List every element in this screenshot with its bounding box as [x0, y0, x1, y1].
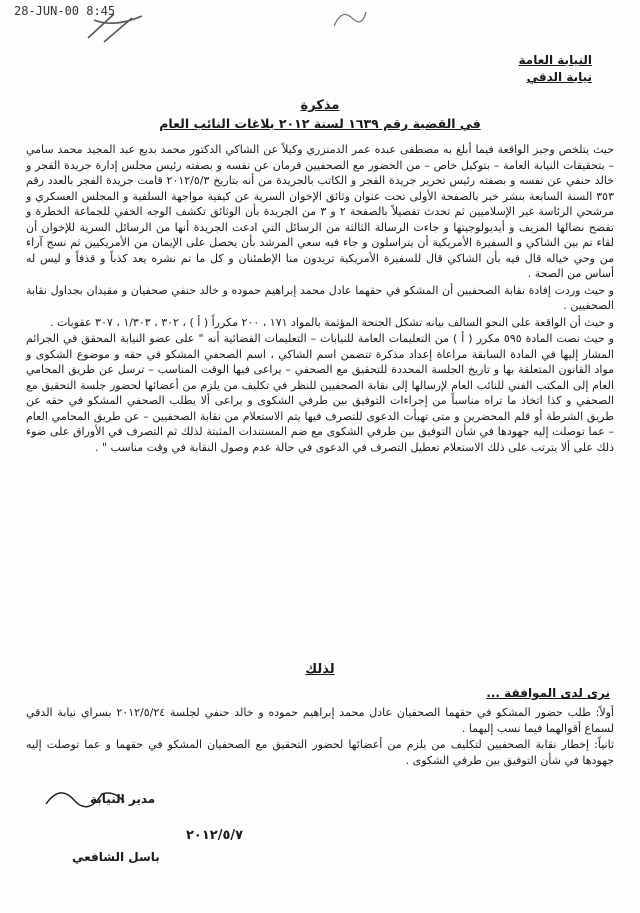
- sender-line-1: النيابة العامة: [518, 53, 592, 67]
- sender-block: [519, 52, 593, 86]
- memo-body: [26, 142, 614, 456]
- memo-subject: في القضية رقم ١٦٣٩ لسنة ٢٠١٢ بلاغات النائب العام: [159, 116, 481, 131]
- body-paragraph: و حيث أن الواقعة على النحو السالف بيانه تشكل الجنحة المؤثمة بالمواد ١٧١ ، ٢٠٠ مكرراً ( أ ) ، ٣٠٢ ، ١/٣٠٣ ، ٣٠٧ عقوبات .: [49, 315, 614, 329]
- handwritten-scribble: [84, 8, 154, 48]
- fax-header: 28-JUN-00 8:45: [14, 4, 116, 18]
- approval-item: أولاً: طلب حضور المشكو في حقهما الصحفيان عادل محمد إبراهيم حموده و خالد حنفي لجلسة ٢٠١٢/٥/٢٤ بسراي نيابة الدقي لسماع أقوالهما فيما نسب إليهما .: [26, 706, 614, 735]
- memo-date: ٢٠١٢/٥/٧: [186, 828, 244, 843]
- conclusion-heading: لذلك: [305, 662, 335, 677]
- body-paragraph: و حيث نصت المادة ٥٩٥ مكرر ( أ ) من التعليمات العامة للنيابات – التعليمات القضائية أنه " على عضو النيابة المحقق في الجرائم المشار إليها في المادة السابقة مراعاة إعداد مذكرة تتضمن اسم الشاكي ، اسم الصحفي المشكو في حقه و موضوع الشكوى و مواد القانون المتعلقة بها و تاريخ الجلسة المحددة للتحقيق مع الصحفي – يراعى فيها الوقت المناسب – ترسل عن طريق المحامي العام إلى المكتب الفني للنائب العام لإرسالها إلى نقابة الصحفيين للنظر في تكليف من يلزم من أعضائها لحضور جلسة التحقيق مع الصحفي و كذا اتخاذ ما تراه مناسباً من إجراءات التوفيق بين طرفي الشكوى و يراعى ألا يطلب الصحفي المشكو في حقه عن طريق الشرطة أو قلم المحضرين و متى تهيأت الدعوى للتصرف فيها يتم الاستعلام من نقابة الصحفيين – عن طريق المحامي العام – عما توصلت إليه جهودها في شأن التوفيق بين طرفي الشكوى مع ضم المستندات المثبتة لذلك ثم التصرف في الأوراق على ضوء ذلك على ألا يترتب على ذلك الاستعلام تعطيل التصرف في الدعوى في حالة عدم وصول النقابة في وقت مناسب " .: [26, 332, 614, 454]
- approval-item: ثانياً: إخطار نقابة الصحفيين لتكليف من يلزم من أعضائها لحضور التحقيق مع الصحفيان المشكو في حقهما و عما توصلت إليه جهودها في شأن التوفيق بين طرفي الشكوى .: [26, 738, 614, 767]
- body-paragraph: و حيث وردت إفادة نقابة الصحفيين أن المشكو في حقهما عادل محمد إبراهيم حموده و خالد حنفي صحفيان و مقيدان بجداول نقابة الصحفيين .: [26, 283, 614, 312]
- approval-heading: نرى لدى الموافقة ...: [486, 686, 610, 700]
- body-paragraph: حيث يتلخص وجيز الواقعة فيما أبلغ به مصطفى عبده عمر الدمنزري وكيلاً عن الشاكي الدكتور محمد بديع عبد المجيد محمد سامي – بتحقيقات النيابة العامة – بتوكيل خاص – من الحضور مع الصحفيين قرمان عن نفسه و بصفته رئيس مجلس إدارة جريدة الفجر و خالد حنفي عن نفسه و بصفته رئيس تحرير جريدة الفجر و الكاتب بالجريدة من أنه بتاريخ ٢٠١٢/٥/٣ قامت جريدة الفجر بالعدد رقم ٣٥٣ السنة السابعة بنشر خبر بالصفحة الأولى تحت عنوان وثائق الإخوان السرية عن كيفية مواجهة السلفية و المجلس العسكري و مرشحي الرئاسة غير الإسلاميين ثم تحدث تفصيلاً بالصفحة ٢ و ٣ من الجريدة بأن الوثائق تكشف الوجه الخفي للجماعة الخطرة و تفضح نضالها المزيف و أيديولوجيتها و جاءت الرسالة الثالثة من الرسائل التي ادعت الجريدة أنها من الرسائل السرية للإخوان أن لقاء تم بين الشاكي و السفيرة الأمريكية أن يتراسلون و جاء فيه سعي المرشد بأن يحصل على الإيمان من الأمريكيين ثم نسج آراء من وحي خياله قال فيه بأن الشاكي قال للسفيرة الأمريكية تريدون منا الإطمئنان و كل ما تم نشره يعد كذباً و قذفاً و ليس له أساس من الصحة .: [26, 143, 615, 280]
- signature-title: مدير النيابة: [90, 792, 156, 806]
- signature-name: باسل الشافعي: [72, 850, 160, 864]
- memo-title: مذكرة: [300, 98, 340, 113]
- handwritten-signature: [40, 780, 130, 814]
- stamp-mark: [330, 4, 370, 32]
- sender-line-2: نيابة الدقي: [526, 70, 592, 84]
- approval-items: [26, 705, 614, 769]
